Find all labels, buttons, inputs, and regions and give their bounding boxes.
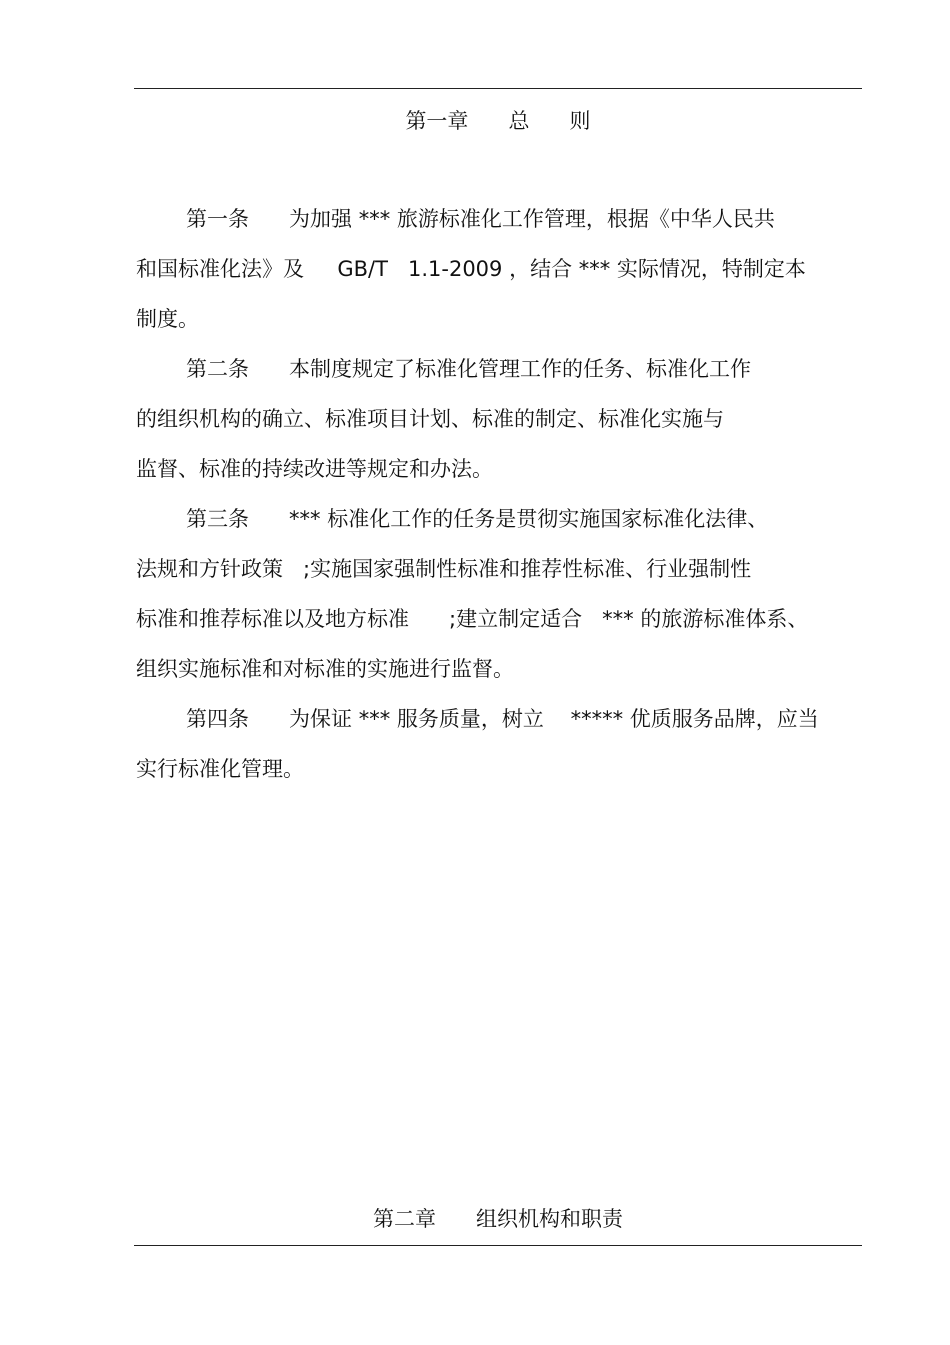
chapter-2-title: 第二章 组织机构和职责 (372, 1207, 624, 1231)
chapter-1-title: 第一章 总 则 (405, 109, 591, 133)
article-3-line-1: 第三条 *** 标准化工作的任务是贯彻实施国家标准化法律、 (186, 507, 769, 531)
article-3-line-4: 组织实施标准和对标准的实施进行监督。 (136, 657, 514, 681)
article-4-line-2: 实行标准化管理。 (136, 757, 304, 781)
article-2-line-2: 的组织机构的确立、标准项目计划、标准的制定、标准化实施与 (136, 407, 724, 431)
article-3-line-2: 法规和方针政策 ;实施国家强制性标准和推荐性标准、行业强制性 (136, 557, 752, 581)
article-4-line-1: 第四条 为保证 *** 服务质量，树立 ***** 优质服务品牌，应当 (186, 707, 819, 731)
article-2 (136, 354, 866, 504)
bottom-rule (134, 1245, 862, 1246)
article-2-line-1: 第二条 本制度规定了标准化管理工作的任务、标准化工作 (186, 357, 752, 381)
article-1 (136, 204, 866, 354)
article-2-line-3: 监督、标准的持续改进等规定和办法。 (136, 457, 493, 481)
article-1-line-2: 和国标准化法》及 GB/T 1.1-2009 ，结合 *** 实际情况，特制定本 (136, 257, 806, 281)
article-3-line-3: 标准和推荐标准以及地方标准 ;建立制定适合 *** 的旅游标准体系、 (136, 607, 809, 631)
article-1-line-3: 制度。 (136, 307, 199, 331)
article-1-line-1: 第一条 为加强 *** 旅游标准化工作管理，根据《中华人民共 (186, 207, 775, 231)
top-rule (134, 88, 862, 89)
article-4 (136, 704, 866, 804)
article-3 (136, 504, 866, 704)
